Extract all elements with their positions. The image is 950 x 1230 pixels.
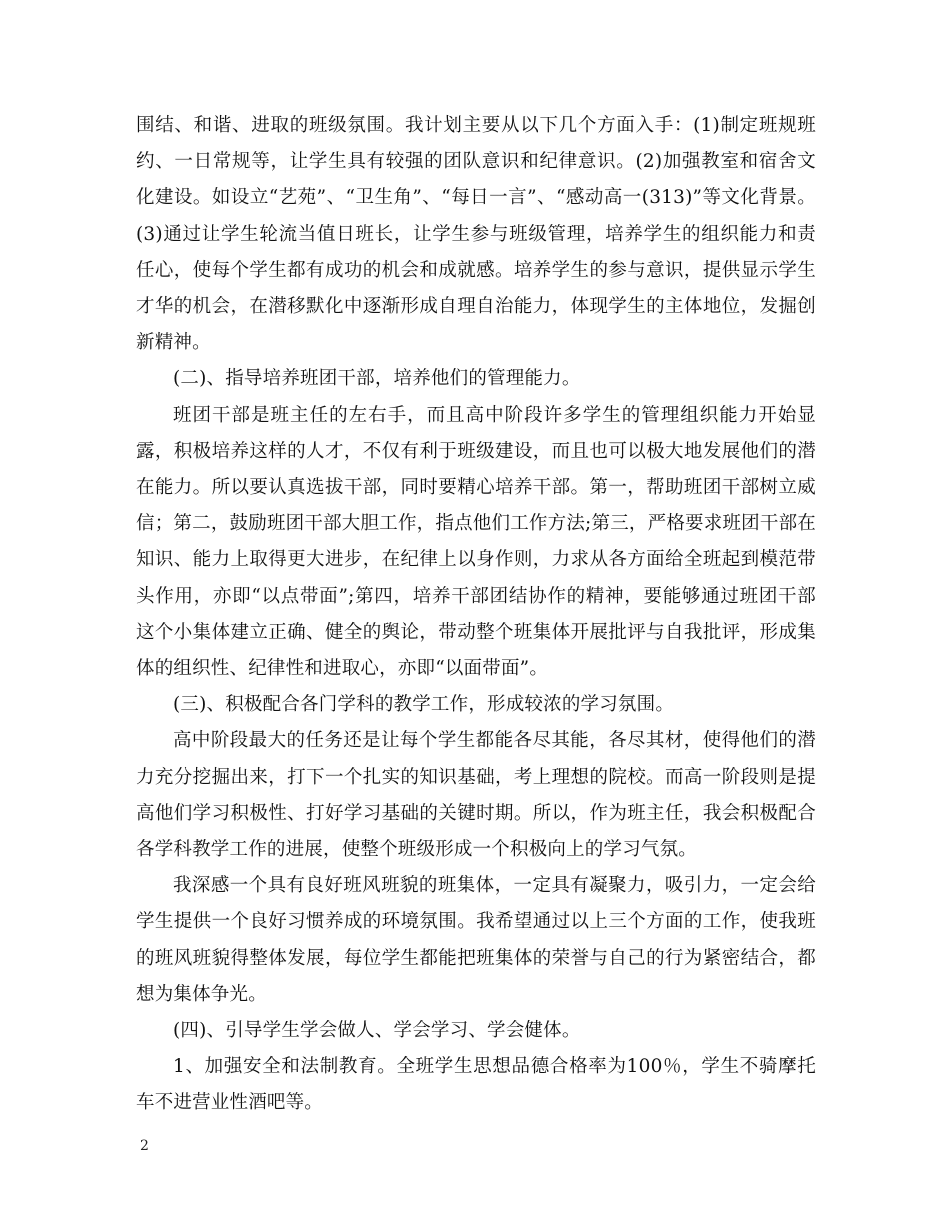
section-heading: (三)、积极配合各门学科的教学工作，形成较浓的学习氛围。 — [173, 694, 675, 716]
page-number: 2 — [140, 1138, 149, 1154]
paragraph: 1、加强安全和法制教育。全班学生思想品德合格率为100％，学生不骑摩托车不进营业性酒吧等。 — [136, 1056, 816, 1114]
paragraph: 班团干部是班主任的左右手，而且高中阶段许多学生的管理组织能力开始显露，积极培养这样的人才，不仅有利于班级建设，而且也可以极大地发展他们的潜在能力。所以要认真选拔干部，同时要精心培养干部。第一，帮助班团干部树立威信；第二，鼓励班团干部大胆工作，指点他们工作方法;第三，严格要求班团干部在知识、能力上取得更大进步，在纪律上以身作则，力求从各方面给全班起到模范带头作用，亦即“以点带面”;第四，培养干部团结协作的精神，要能够通过班团干部这个小集体建立正确、健全的舆论，带动整个班集体开展批评与自我批评，形成集体的组织性、纪律性和进取心，亦即“以面带面”。 — [136, 404, 816, 680]
document-body — [136, 108, 816, 1122]
section-heading: (二)、指导培养班团干部，培养他们的管理能力。 — [173, 368, 581, 390]
section-heading: (四)、引导学生学会做人、学会学习、学会健体。 — [173, 1020, 581, 1042]
paragraph: 我深感一个具有良好班风班貌的班集体，一定具有凝聚力，吸引力，一定会给学生提供一个良好习惯养成的环境氛围。我希望通过以上三个方面的工作，使我班的班风班貌得整体发展，每位学生都能把班集体的荣誉与自己的行为紧密结合，都想为集体争光。 — [136, 875, 816, 1005]
paragraph: 高中阶段最大的任务还是让每个学生都能各尽其能，各尽其材，使得他们的潜力充分挖掘出来，打下一个扎实的知识基础，考上理想的院校。而高一阶段则是提高他们学习积极性、打好学习基础的关键时期。所以，作为班主任，我会积极配合各学科教学工作的进展，使整个班级形成一个积极向上的学习气氛。 — [136, 730, 816, 861]
paragraph: 围结、和谐、进取的班级氛围。我计划主要从以下几个方面入手：(1)制定班规班约、一日常规等，让学生具有较强的团队意识和纪律意识。(2)加强教室和宿舍文化建设。如设立“艺苑”、“卫生角”、“每日一言”、“感动高一(313)”等文化背景。(3)通过让学生轮流当值日班长，让学生参与班级管理，培养学生的组织能力和责任心，使每个学生都有成功的机会和成就感。培养学生的参与意识，提供显示学生才华的机会，在潜移默化中逐渐形成自理自治能力，体现学生的主体地位，发掘创新精神。 — [136, 115, 816, 354]
